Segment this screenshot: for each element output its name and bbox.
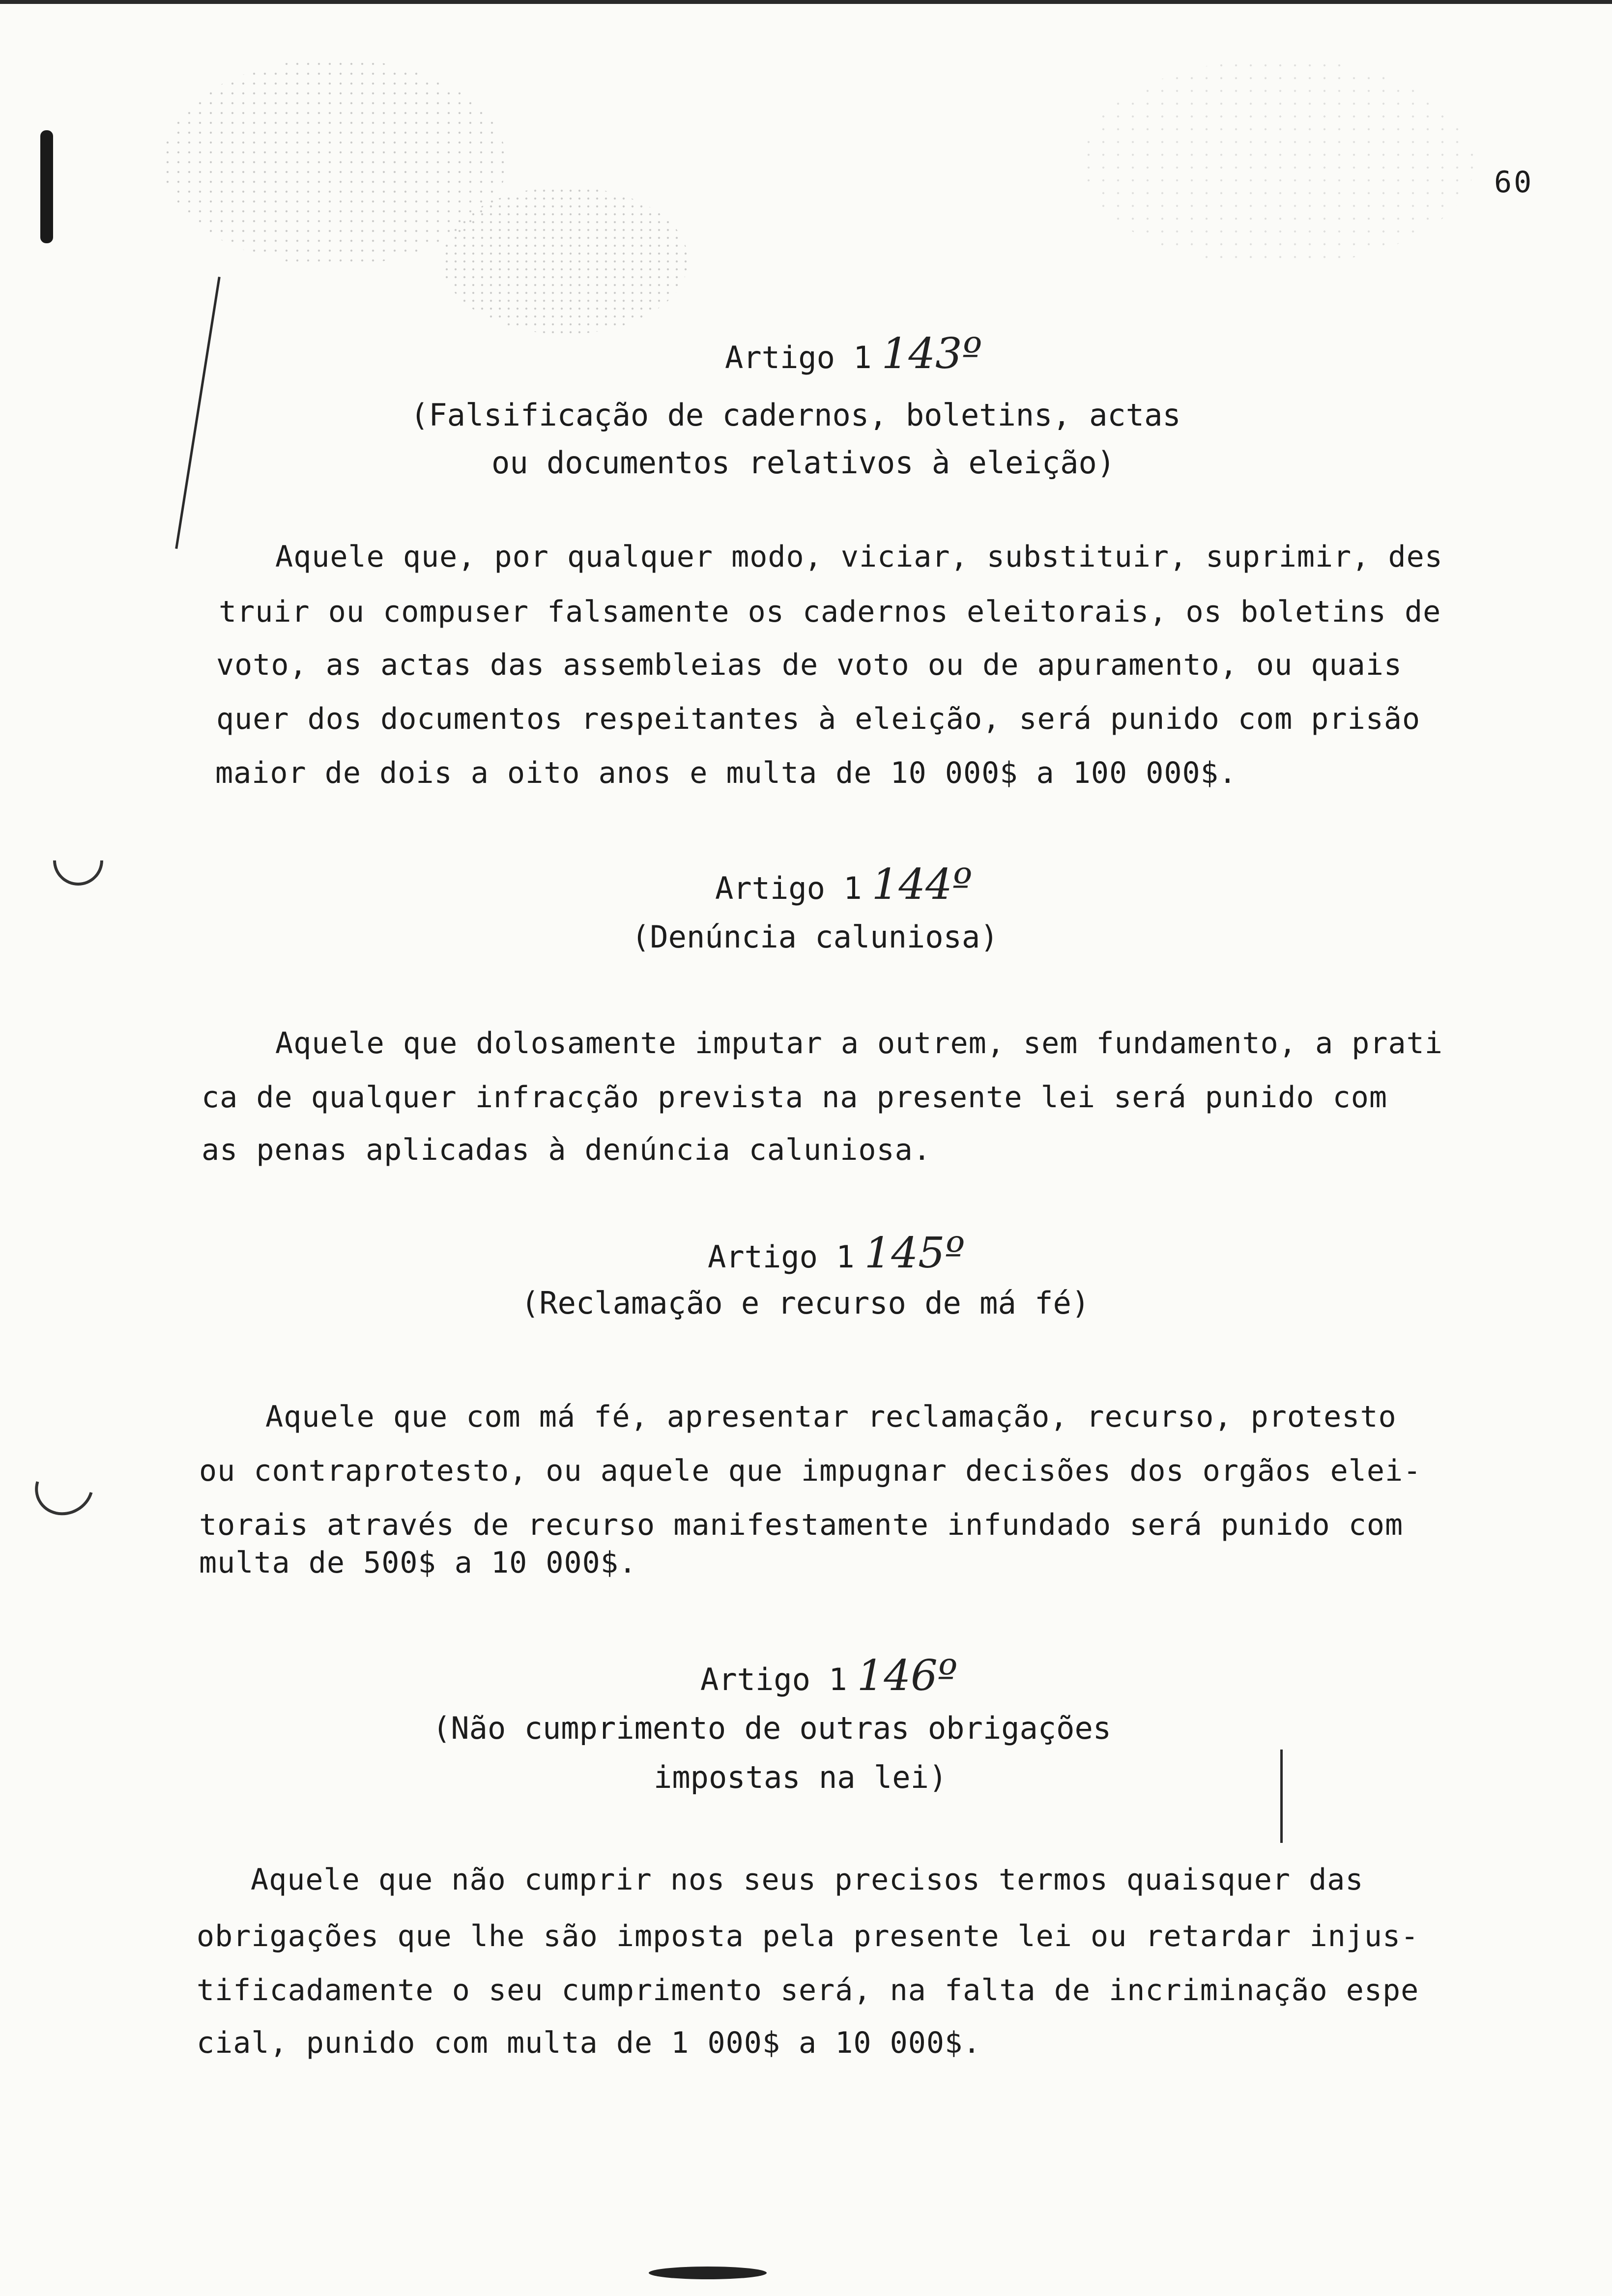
article-heading: impostas na lei) <box>654 1759 948 1795</box>
body-line: cial, punido com multa de 1 000$ a 10 000$. <box>197 2026 981 2060</box>
body-line: multa de 500$ a 10 000$. <box>199 1546 637 1580</box>
article-title <box>715 860 972 909</box>
body-line: truir ou compuser falsamente os cadernos eleitorais, os boletins de <box>219 595 1441 629</box>
body-line: as penas aplicadas à denúncia caluniosa. <box>202 1133 931 1167</box>
body-line: Aquele que não cumprir nos seus precisos termos quaisquer das <box>251 1863 1364 1897</box>
article-heading: ou documentos relativos à eleição) <box>491 445 1116 481</box>
body-line: ou contraprotesto, ou aquele que impugnar decisões dos orgãos elei- <box>199 1454 1422 1488</box>
article-title <box>708 1229 965 1278</box>
body-line: Aquele que dolosamente imputar a outrem, sem fundamento, a prati <box>275 1026 1443 1061</box>
scan-top-edge <box>0 0 1612 4</box>
article-heading: (Denúncia caluniosa) <box>632 919 999 955</box>
handwritten-article-number: 146º <box>857 1651 958 1700</box>
body-line: ca de qualquer infracção prevista na presente lei será punido com <box>202 1080 1387 1115</box>
body-line: obrigações que lhe são imposta pela presente lei ou retardar injus- <box>197 1919 1419 1953</box>
scan-smudge <box>649 2267 767 2279</box>
page-number: 60 <box>1494 165 1534 200</box>
article-heading: (Falsificação de cadernos, boletins, actas <box>410 397 1181 433</box>
pen-mark <box>25 1448 104 1526</box>
body-line: voto, as actas das assembleias de voto ou de apuramento, ou quais <box>216 648 1402 682</box>
scan-noise <box>1081 59 1474 265</box>
body-line: quer dos documentos respeitantes à eleição, será punido com prisão <box>216 702 1421 736</box>
handwritten-article-number: 145º <box>864 1229 965 1278</box>
handwritten-article-number: 144º <box>871 860 973 909</box>
body-line: tificadamente o seu cumprimento será, na falta de incriminação espe <box>197 1973 1419 2008</box>
pen-mark <box>43 825 114 896</box>
body-line: Aquele que com má fé, apresentar reclamação, recurso, protesto <box>265 1400 1397 1434</box>
article-title-text: Artigo 1 <box>715 870 862 906</box>
article-title-text: Artigo 1 <box>725 340 872 375</box>
binding-mark <box>40 130 53 243</box>
body-line: torais através de recurso manifestamente infundado será punido com <box>199 1508 1404 1542</box>
scan-noise <box>442 187 688 334</box>
article-heading: (Reclamação e recurso de má fé) <box>521 1285 1090 1321</box>
article-heading: (Não cumprimento de outras obrigações <box>432 1710 1112 1746</box>
article-title-text: Artigo 1 <box>700 1662 847 1697</box>
handwritten-article-number: 143º <box>881 329 982 378</box>
article-title <box>725 329 982 378</box>
body-line: Aquele que, por qualquer modo, viciar, substituir, suprimir, des <box>275 540 1443 574</box>
pen-stroke <box>1280 1750 1283 1843</box>
body-line: maior de dois a oito anos e multa de 10 000$ a 100 000$. <box>215 756 1237 790</box>
article-title <box>700 1651 957 1700</box>
article-title-text: Artigo 1 <box>708 1239 855 1275</box>
pen-stroke <box>175 277 221 549</box>
